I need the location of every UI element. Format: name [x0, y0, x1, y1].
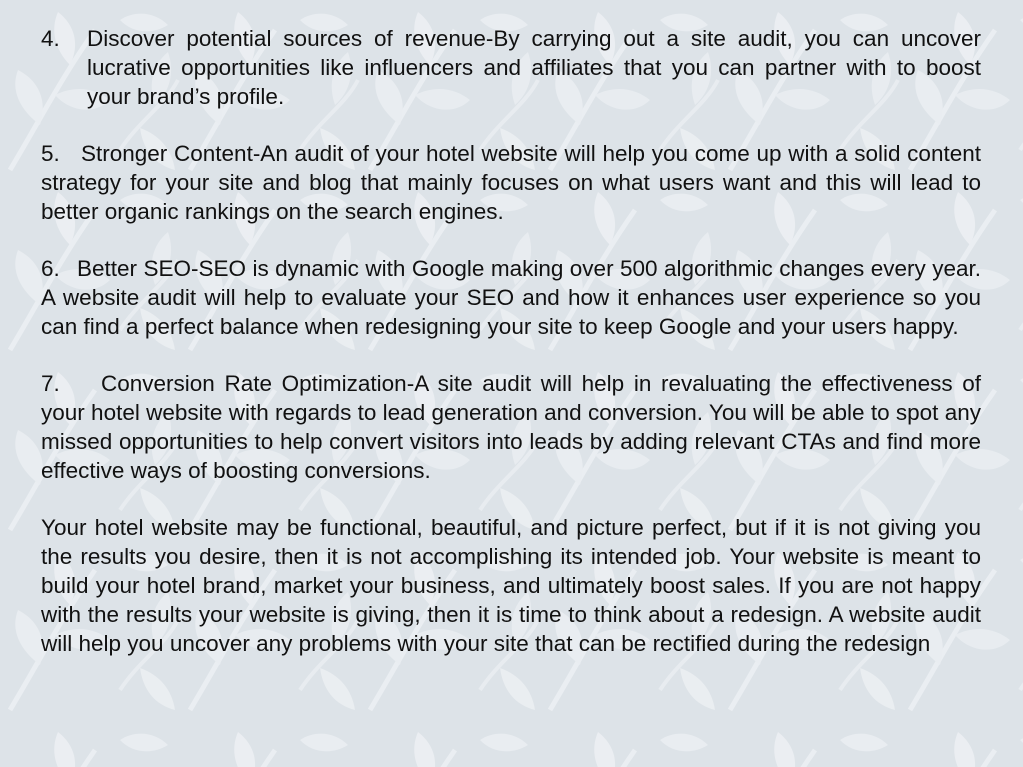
list-item-7: [41, 369, 981, 485]
list-number: 4.: [41, 26, 60, 51]
list-item-6: [41, 254, 981, 341]
list-text: Conversion Rate Optimization-A site audit will help in revaluating the effectiveness of your hotel website with regards to lead generation and conversion. You will be able to spot any missed opportunities to help convert visitors into leads by adding relevant CTAs and find more effective ways of boosting conversions.: [41, 371, 981, 483]
list-item-5: [41, 139, 981, 226]
closing-paragraph: Your hotel website may be functional, beautiful, and picture perfect, but if it is not giving you the results you desire, then it is not accomplishing its intended job. Your website is meant to build your hotel brand, market your business, and ultimately boost sales. If you are not happy with the results your website is giving, then it is time to think about a redesign. A website audit will help you uncover any problems with your site that can be rectified during the redesign: [41, 515, 981, 656]
list-number: 5.: [41, 141, 60, 166]
list-item-4: [41, 24, 981, 111]
list-number: 6.: [41, 256, 60, 281]
list-text: Stronger Content-An audit of your hotel website will help you come up with a solid content strategy for your site and blog that mainly focuses on what users want and this will lead to better organic rankings on the search engines.: [41, 141, 981, 224]
list-number: 7.: [41, 371, 60, 396]
slide-body: [41, 24, 981, 658]
list-text: Better SEO-SEO is dynamic with Google making over 500 algorithmic changes every year. A website audit will help to evaluate your SEO and how it enhances user experience so you can find a perfect balance when redesigning your site to keep Google and your users happy.: [41, 256, 981, 339]
list-text: Discover potential sources of revenue-By carrying out a site audit, you can uncover lucrative opportunities like influencers and affiliates that you can partner with to boost your brand’s profile.: [87, 26, 981, 109]
